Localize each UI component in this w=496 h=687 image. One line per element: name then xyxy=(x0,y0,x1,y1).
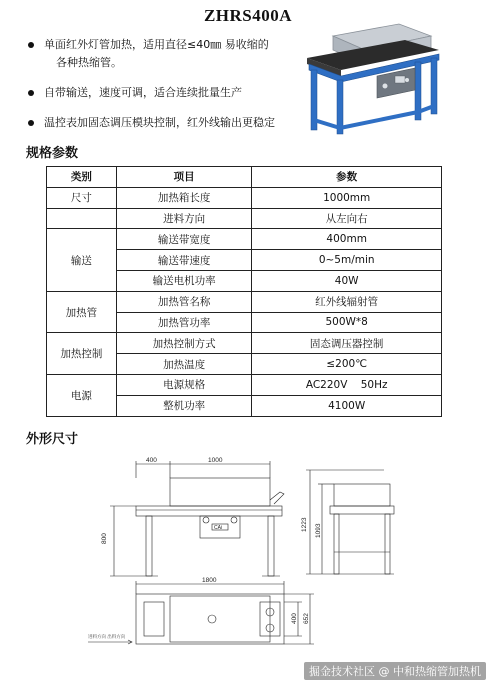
feature-list xyxy=(24,36,324,132)
item-cell: 加热控制方式 xyxy=(116,333,252,354)
item-cell: 整机功率 xyxy=(116,395,252,416)
dim-height-right-a: 1223 xyxy=(301,517,308,532)
value-cell: 500W*8 xyxy=(252,312,442,333)
dim-depth-a: 400 xyxy=(291,613,298,624)
dim-length-bottom: 1800 xyxy=(202,577,217,584)
table-row xyxy=(47,187,442,208)
item-cell: 输送带速度 xyxy=(116,250,252,271)
feature-text: 自带输送，速度可调，适合连续批量生产 xyxy=(44,86,242,99)
table-row xyxy=(47,333,442,354)
feature-item xyxy=(24,36,324,72)
dim-top-mid: 1000 xyxy=(208,457,223,464)
feature-text: 温控表加固态调压模块控制，红外线输出更稳定 xyxy=(44,116,275,129)
table-row xyxy=(47,291,442,312)
value-cell: 从左向右 xyxy=(252,208,442,229)
category-cell: 加热管 xyxy=(47,291,117,333)
item-cell: 加热温度 xyxy=(116,354,252,375)
feature-text-continued: 各种热缩管。 xyxy=(56,56,122,69)
category-cell: 输送 xyxy=(47,229,117,291)
value-cell: 0~5m/min xyxy=(252,250,442,271)
value-cell: 固态调压器控制 xyxy=(252,333,442,354)
front-view xyxy=(101,457,284,576)
bullet-icon xyxy=(28,90,34,96)
category-cell: 尺寸 xyxy=(47,187,117,208)
item-cell: 输送带宽度 xyxy=(116,229,252,250)
spec-table xyxy=(46,166,442,417)
item-cell: 加热箱长度 xyxy=(116,187,252,208)
dim-height-left: 800 xyxy=(101,533,108,544)
feed-direction-note: 进料方向 出料方向 xyxy=(88,634,126,639)
item-cell: 电源规格 xyxy=(116,374,252,395)
table-header-row xyxy=(47,167,442,188)
feature-item xyxy=(24,84,324,102)
column-header: 项目 xyxy=(116,167,252,188)
side-view xyxy=(301,470,394,574)
page-title: ZHRS400A xyxy=(203,6,293,25)
item-cell: 加热管功率 xyxy=(116,312,252,333)
category-cell: 加热控制 xyxy=(47,333,117,375)
feature-text: 单面红外灯管加热，适用直径≤40㎜ 易收缩的 xyxy=(44,38,269,51)
spec-heading: 规格参数 xyxy=(26,146,79,161)
value-cell: 400mm xyxy=(252,229,442,250)
dims-heading: 外形尺寸 xyxy=(26,432,79,447)
column-header: 参数 xyxy=(252,167,442,188)
item-cell: 加热管名称 xyxy=(116,291,252,312)
table-row xyxy=(47,208,442,229)
value-cell: 4100W xyxy=(252,395,442,416)
table-row xyxy=(47,229,442,250)
category-cell-empty xyxy=(47,208,117,229)
bullet-icon xyxy=(28,120,34,126)
dim-top-left: 400 xyxy=(146,457,157,464)
watermark: 掘金技术社区 @ 中和热缩管加热机 xyxy=(304,662,486,680)
machine-photo xyxy=(303,18,443,136)
value-cell: 40W xyxy=(252,270,442,291)
bullet-icon xyxy=(28,42,34,48)
value-cell: AC220V 50Hz xyxy=(252,374,442,395)
item-cell: 进料方向 xyxy=(116,208,252,229)
column-header: 类别 xyxy=(47,167,117,188)
category-cell: 电源 xyxy=(47,374,117,416)
value-cell: 红外线辐射管 xyxy=(252,291,442,312)
value-cell: ≤200℃ xyxy=(252,354,442,375)
panel-label: CAi xyxy=(214,525,223,531)
dim-depth-b: 652 xyxy=(303,613,310,624)
table-row xyxy=(47,374,442,395)
feature-item xyxy=(24,114,324,132)
value-cell: 1000mm xyxy=(252,187,442,208)
item-cell: 输送电机功率 xyxy=(116,270,252,291)
dim-height-right-b: 1093 xyxy=(315,523,322,538)
dimension-drawings xyxy=(84,452,424,666)
top-view xyxy=(88,577,314,644)
